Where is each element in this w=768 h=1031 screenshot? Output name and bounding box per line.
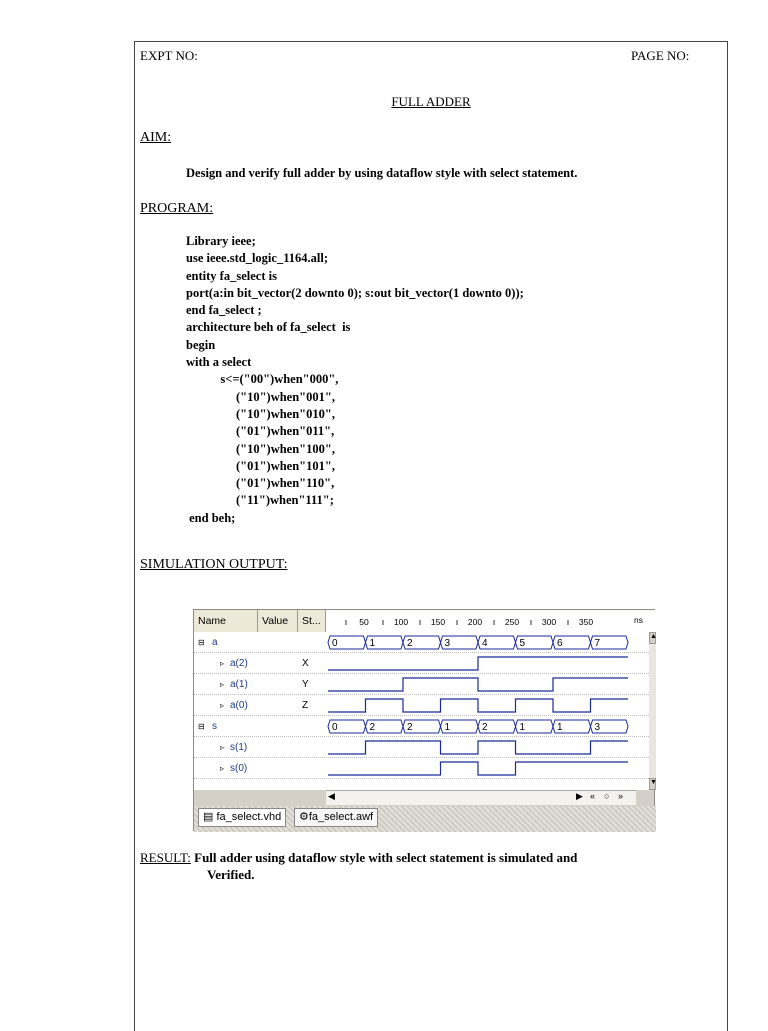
program-code [186, 233, 524, 527]
code-line: ("10")when"001", [186, 389, 335, 404]
ruler-tick-label: 300 [541, 617, 557, 627]
code-line: ("01")when"110", [186, 476, 335, 491]
tab-fa-select-vhd[interactable] [198, 808, 286, 827]
aim-text: Design and verify full adder by using dataflow style with select statement. [186, 166, 578, 180]
bus-value-label: 4 [482, 638, 488, 649]
bus-value-label: 3 [444, 638, 451, 649]
program-heading: PROGRAM: [140, 201, 214, 216]
expand-icon[interactable]: ⊟ [198, 722, 205, 731]
code-line: port(a:in bit_vector(2 downto 0); s:out bit_vector(1 downto 0)); [186, 285, 524, 300]
code-line: ("01")when"011", [186, 424, 335, 439]
zoom-fit-icon[interactable]: ○ [604, 791, 610, 801]
bit-waveform [328, 741, 628, 754]
result-section [140, 850, 577, 866]
vertical-scrollbar[interactable] [649, 632, 656, 790]
signal-stimulator: X [302, 658, 309, 669]
tab-fa-select-awf[interactable] [294, 808, 378, 827]
ruler-tick-label: 250 [504, 617, 520, 627]
bit-waveform [328, 678, 628, 691]
scroll-left-icon[interactable]: ◀ [328, 791, 335, 801]
bit-waveform [328, 762, 628, 775]
waveform-file-icon: ⚙ [299, 811, 309, 823]
code-line: s<=("00")when"000", [186, 372, 339, 387]
waveform-window [193, 609, 655, 831]
page-title: FULL ADDER [391, 94, 471, 109]
column-value[interactable]: Value [258, 610, 298, 632]
bus-value-label: 2 [482, 722, 488, 733]
simulation-heading: SIMULATION OUTPUT: [140, 557, 288, 572]
scroll-down-icon[interactable]: ▼ [649, 778, 656, 790]
column-stimulator[interactable]: St... [298, 610, 326, 632]
signal-port-icon: ▹ [220, 680, 225, 689]
zoom-in-icon[interactable]: » [618, 791, 624, 801]
bus-value-label: 0 [332, 722, 338, 733]
code-line: architecture beh of fa_select is [186, 320, 351, 335]
scroll-right-icon[interactable]: ▶ [576, 791, 583, 801]
ruler-tick-label: 50 [359, 617, 369, 627]
signal-port-icon: ▹ [220, 743, 225, 752]
code-line: entity fa_select is [186, 268, 277, 283]
code-line: ("10")when"100", [186, 441, 335, 456]
signal-port-icon: ▹ [220, 701, 225, 710]
waveform-plot [326, 632, 628, 790]
ruler-unit: ns [634, 615, 643, 625]
code-line: end fa_select ; [186, 303, 262, 318]
column-name[interactable]: Name [194, 610, 258, 632]
code-line: with a select [186, 355, 252, 370]
expand-icon[interactable]: ⊟ [198, 638, 205, 647]
bus-value-label: 1 [519, 722, 526, 733]
file-icon: ▤ [203, 811, 217, 823]
result-text-line2: Verified. [207, 867, 255, 882]
ruler-tick-label: 200 [467, 617, 483, 627]
code-line: ("11")when"111"; [186, 493, 334, 508]
tab-label: fa_select.awf [308, 811, 374, 823]
code-line: begin [186, 337, 216, 352]
signal-port-icon: ▹ [220, 764, 225, 773]
bus-value-label: 1 [557, 722, 563, 733]
bus-value-label: 0 [332, 638, 338, 649]
code-line: ("01")when"101", [186, 458, 335, 473]
ruler-tick-label: 150 [430, 617, 446, 627]
bus-value-label: 2 [407, 722, 413, 733]
time-ruler [326, 610, 656, 632]
bus-value-label: 2 [407, 638, 413, 649]
code-line: use ieee.std_logic_1164.all; [186, 251, 328, 266]
bit-waveform [328, 699, 628, 712]
bus-value-label: 1 [369, 638, 376, 649]
scroll-up-icon[interactable]: ▲ [649, 632, 656, 644]
signal-name: a(1) [230, 679, 248, 690]
signal-name: a(0) [230, 700, 248, 711]
signal-port-icon: ▹ [220, 659, 225, 668]
bus-value-label: 6 [557, 638, 563, 649]
document-tabs [194, 806, 656, 832]
bit-waveform [328, 657, 628, 670]
code-line: end beh; [186, 510, 236, 525]
bus-value-label: 3 [594, 722, 601, 733]
ruler-tick-label: 350 [578, 617, 594, 627]
signal-name: s(1) [230, 742, 248, 753]
signal-name: a [212, 637, 218, 648]
bus-value-label: 2 [369, 722, 376, 733]
waveform-header [194, 610, 656, 633]
bus-value-label: 1 [444, 722, 451, 733]
zoom-out-icon[interactable]: « [590, 791, 596, 801]
bus-value-label: 7 [594, 638, 601, 649]
expt-no-label: EXPT NO: [140, 48, 198, 63]
code-line: ("10")when"010", [186, 406, 335, 421]
signal-stimulator: Y [302, 679, 309, 690]
signal-stimulator: Z [302, 700, 309, 711]
ruler-tick-label: 100 [393, 617, 409, 627]
result-heading: RESULT: [140, 850, 191, 865]
page-no-label: PAGE NO: [631, 48, 690, 63]
horizontal-scrollbar[interactable] [326, 790, 636, 805]
tab-label: fa_select.vhd [216, 811, 282, 823]
code-line: Library ieee; [186, 234, 256, 248]
signal-name: s [212, 721, 217, 732]
result-text: Full adder using dataflow style with select statement is simulated and [190, 850, 578, 865]
aim-heading: AIM: [140, 130, 172, 145]
bus-value-label: 5 [519, 638, 526, 649]
signal-name: s(0) [230, 763, 248, 774]
signal-name: a(2) [230, 658, 248, 669]
